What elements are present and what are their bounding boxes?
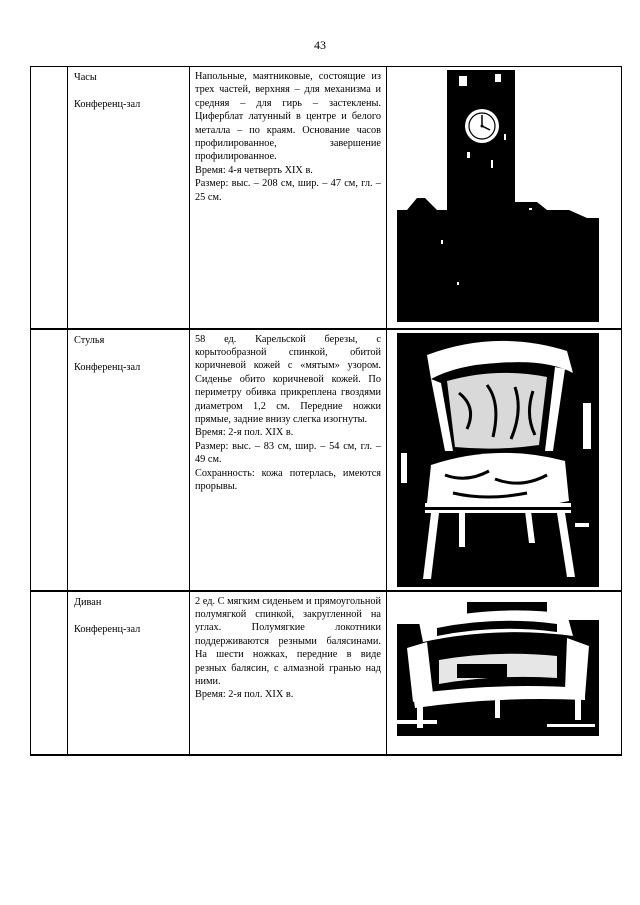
table-row [31,591,622,755]
item-name: Стулья [74,334,105,346]
item-description-cell [190,591,387,755]
row-number-cell [31,591,68,755]
item-size: Размер: выс. – 208 см, шир. – 47 см, гл. – 25 см. [195,178,381,203]
item-location: Конференц-зал [74,361,141,373]
item-name-cell [68,591,190,755]
item-time: Время: 2-я пол. XIX в. [195,689,294,701]
item-description-cell [190,329,387,591]
item-condition: Сохранность: кожа потерлась, имеются прорывы. [195,467,381,492]
item-description: Напольные, маятниковые, состоящие из трех частей, верхняя – для механизма и средняя – для гирь – застеклены. Циферблат латунный в центре и белого металла – по краям. Основание часов профилированное, завершение профилированное. [195,71,381,163]
item-photo-cell [387,67,622,329]
table-row [31,329,622,591]
item-description: 2 ед. С мягким сиденьем и прямоугольной полумягкой спинкой, закругленной на углах. Полумягкие локотники поддерживаются резными балясинами. На шести ножках, передние в виде резных балясин, с алмазной гранью над ними. [195,595,381,687]
sofa-photo [397,602,599,736]
row-number-cell [31,67,68,329]
item-name-cell [68,329,190,591]
item-time: Время: 4-я четверть XIX в. [195,164,313,176]
item-location: Конференц-зал [74,99,141,111]
item-photo-cell [387,329,622,591]
item-time: Время: 2-я пол. XIX в. [195,427,294,439]
table-row [31,67,622,329]
chair-photo [397,333,599,587]
item-description: 58 ед. Карельской березы, с корытообразной спинкой, обитой коричневой кожей с «мятым» узором. Сиденье обито коричневой кожей. По периметру обивка прикреплена гвоздями диаметром 1,2 см. Передние ножки прямые, задние внизу слегка изогнуты. [195,333,381,425]
item-name: Диван [74,596,102,608]
item-name: Часы [74,72,97,83]
inventory-table [30,66,622,756]
row-number-cell [31,329,68,591]
item-location: Конференц-зал [74,623,141,635]
item-name-cell [68,67,190,329]
item-description-cell [190,67,387,329]
page-number: 43 [314,38,326,52]
grandfather-clock-photo [397,70,599,322]
item-size: Размер: выс. – 83 см, шир. – 54 см, гл. – 49 см. [195,440,381,466]
item-photo-cell [387,591,622,755]
